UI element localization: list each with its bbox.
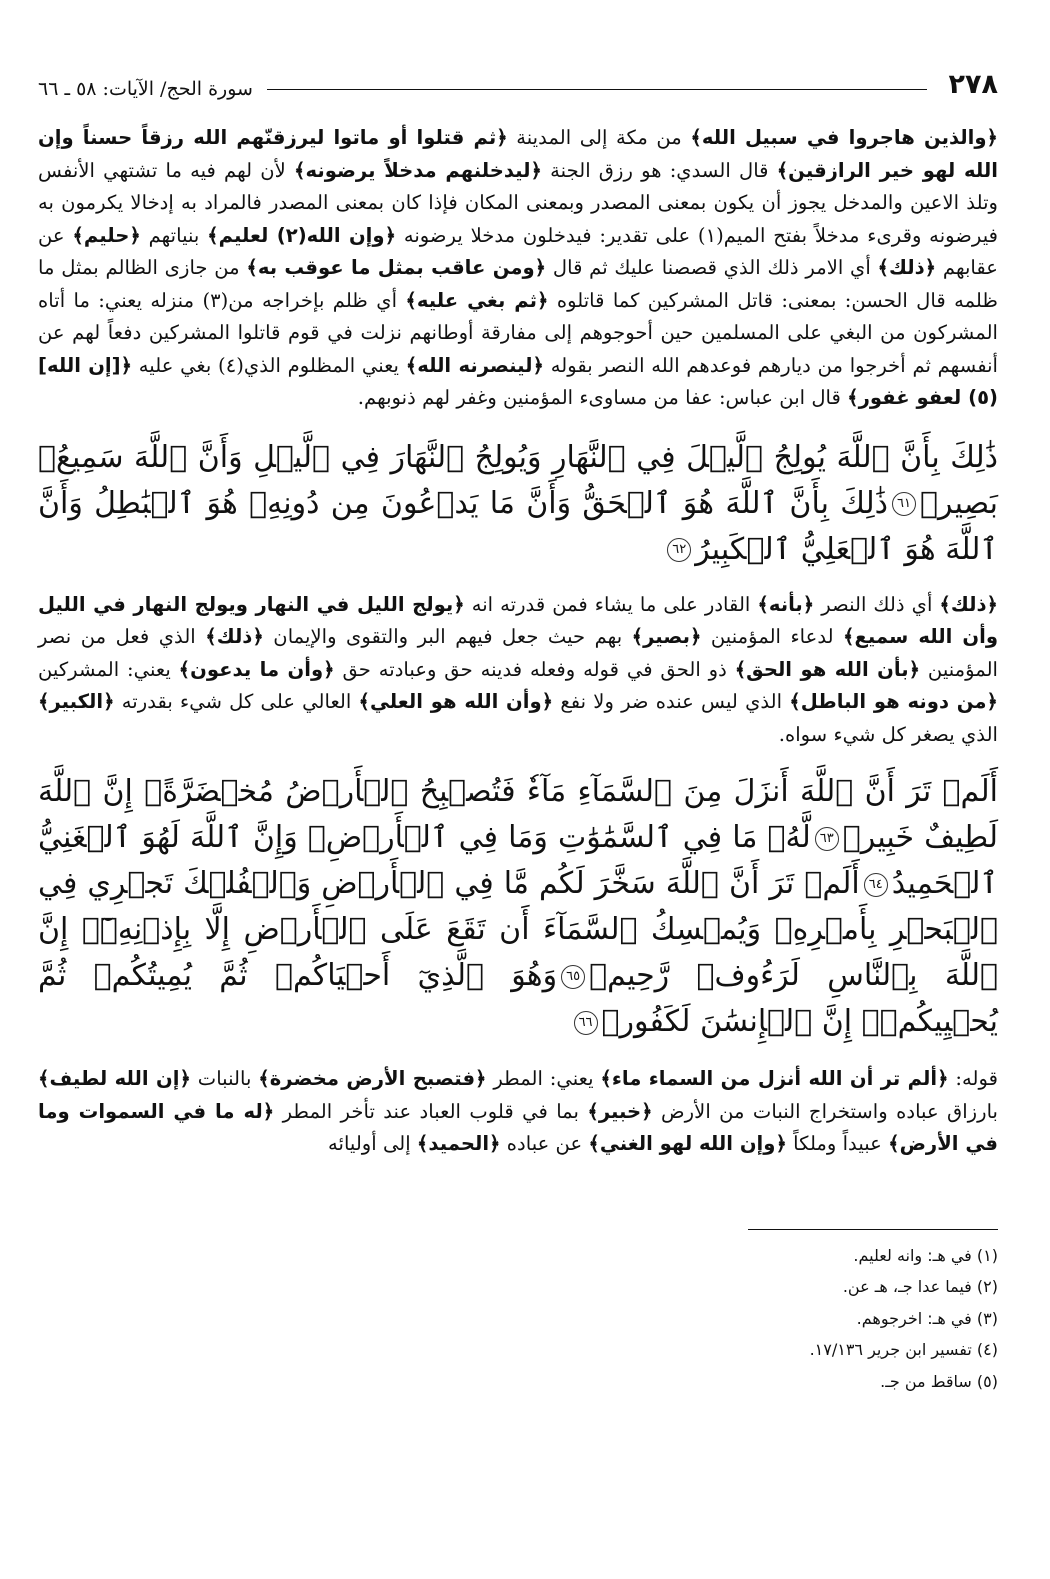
verse-text: أَلَمۡ تَرَ أَنَّ ٱللَّهَ سَخَّرَ لَكُم مَّا فِي ٱلۡأَرۡضِ وَٱلۡفُلۡكَ تَجۡرِي فِي ٱلۡبَحۡرِ بِأَمۡرِهِۦ وَيُمۡسِكُ ٱلسَّمَآءَ أَن تَقَعَ عَلَى ٱلۡأَرۡضِ إِلَّا بِإِذۡنِهِۦٓۚ إِنَّ ٱللَّهَ بِٱلنَّاسِ لَرَءُوفٞ رَّحِيمٞ — [38, 866, 998, 993]
quran-quote: ﴿ألم تر أن الله أنزل من السماء ماء﴾ — [600, 1067, 949, 1090]
commentary-text: عن عباده — [500, 1132, 589, 1155]
commentary-text: أي ظلم بإخراجه من(٣) منزله يعني: ما أتاه المشركون من البغي على المسلمين حين أحوجوهم إلى مفارقة أوطانهم نزلت في قوم قاتلوا المشركين دفعاً لهم عن أنفسهم ثم أخرجوا من ديارهم فوعدهم الله النصر بقوله — [38, 288, 998, 377]
verse-number: ٦٤ — [864, 873, 888, 897]
quran-quote: ﴿وأن الله هو العلي﴾ — [358, 690, 554, 713]
commentary-text: من مكة إلى المدينة — [507, 126, 691, 149]
footnote-4: (٤) تفسير ابن جرير ١٧/١٣٦. — [809, 1340, 998, 1359]
quran-quote: ﴿الحميد﴾ — [416, 1132, 501, 1155]
commentary-text: الذي يصغر كل شيء سواه. — [778, 722, 998, 746]
commentary-text: بهم حيث جعل فيهم البر والتقوى والإيمان — [263, 625, 632, 648]
commentary-text: أي الامر ذلك الذي قصصنا عليك ثم قال — [546, 256, 878, 279]
commentary-text: من جازى الظالم بمثل ما ظلمه قال الحسن: بمعنى: قاتل المشركين كما قاتلوه — [38, 256, 998, 312]
quran-quote: ﴿بصير﴾ — [631, 625, 702, 648]
commentary-text: بالنبات — [190, 1067, 259, 1090]
quran-quote: ﴿والذين هاجروا في سبيل الله﴾ — [690, 126, 998, 149]
quran-quote: ﴿له ما في السموات وما في الأرض﴾ — [38, 1099, 998, 1155]
commentary-text: إلى أوليائه — [328, 1132, 417, 1155]
commentary-paragraph-3 — [38, 1063, 998, 1161]
quran-verses-61-62 — [38, 435, 998, 573]
quran-quote: ﴿الكبير﴾ — [38, 690, 115, 713]
footnote-2: (٢) فيما عدا جـ، هـ عن. — [842, 1277, 998, 1296]
footnotes — [38, 1240, 998, 1398]
verse-number: ٦٣ — [815, 827, 839, 851]
commentary-text: عن عقابهم — [38, 223, 998, 279]
quran-quote: ﴿لينصرنه الله﴾ — [405, 353, 545, 377]
quran-quote: ﴿بأنه﴾ — [757, 592, 815, 616]
footnote-1: (١) في هـ: وانه لعليم. — [853, 1245, 998, 1265]
commentary-text: الذي ليس عنده ضر ولا نفع — [553, 690, 790, 713]
verse-text: أَلَمۡ تَرَ أَنَّ ٱللَّهَ أَنزَلَ مِنَ ٱلسَّمَآءِ مَآءٗ فَتُصۡبِحُ ٱلۡأَرۡضُ مُخۡضَرَّةًۚ إِنَّ ٱللَّهَ لَطِيفٌ خَبِيرٞ — [38, 774, 998, 855]
quran-quote: ﴿حليم﴾ — [72, 223, 141, 247]
quran-quote: ﴿من دونه هو الباطل﴾ — [789, 690, 999, 713]
verse-text: وَهُوَ ٱلَّذِيٓ أَحۡيَاكُمۡ ثُمَّ يُمِيتُكُمۡ ثُمَّ يُحۡيِيكُمۡۗ إِنَّ ٱلۡإِنسَٰنَ لَكَفُورٞ — [38, 958, 998, 1039]
verse-number: ٦٦ — [574, 1011, 598, 1035]
verse-number: ٦٥ — [561, 965, 585, 989]
quran-quote: ﴿[إن الله](٥) لعفو غفور﴾ — [38, 353, 998, 409]
quran-quote: ﴿بأن الله هو الحق﴾ — [734, 657, 921, 681]
quran-quote: ﴿ثم بغي عليه﴾ — [405, 288, 549, 312]
commentary-text: العالي على كل شيء بقدرته — [114, 690, 359, 713]
verse-number: ٦١ — [892, 492, 916, 516]
commentary-text: عبيداً وملكاً — [786, 1132, 889, 1155]
commentary-text: لأن لهم فيه ما تشتهي الأنفس وتلذ الاعين والمدخل يجوز أن يكون بمعنى المصدر وبمعنى المكان فإذا كان بمعنى المصدر فالمراد به إدخالا يكرمون به فيرضونه وقرىء مدخلاً بفتح الميم(١) على تقدير: فيدخلون مدخلا يرضونه — [38, 158, 998, 247]
quran-verses-63-66 — [38, 769, 998, 1045]
commentary-text: قال السدي: هو رزق الجنة — [542, 158, 777, 182]
quran-quote: ﴿إن الله لطيف﴾ — [38, 1067, 191, 1090]
header-rule — [267, 89, 927, 90]
quran-quote: ﴿ليدخلنهم مدخلاً يرضونه﴾ — [293, 158, 542, 182]
commentary-paragraph-1 — [38, 122, 998, 415]
quran-quote: ﴿يولج الليل في النهار ويولج النهار في الليل وأن الله سميع﴾ — [38, 592, 998, 648]
page-number: ٢٧٨ — [948, 69, 998, 100]
commentary-text: القادر على ما يشاء فمن قدرته انه — [464, 592, 758, 616]
commentary-text: الذي فعل من نصر المؤمنين — [38, 625, 998, 681]
surah-title: سورة الحج/ الآيات: ٥٨ ـ ٦٦ — [38, 78, 253, 100]
page-header — [38, 56, 998, 100]
quran-quote: ﴿ذلك﴾ — [877, 256, 937, 279]
commentary-paragraph-2 — [38, 589, 998, 752]
quran-quote: ﴿ثم قتلوا أو ماتوا ليرزقنّهم الله رزقاً حسناً وإن الله لهو خير الرازقين﴾ — [38, 126, 998, 182]
commentary-text: بارزاق عباده واستخراج النبات من الأرض — [652, 1099, 998, 1123]
commentary-text: قوله: — [948, 1067, 998, 1090]
commentary-text: قال ابن عباس: عفا من مساوىء المؤمنين وغفر لهم ذنوبهم. — [357, 386, 848, 409]
commentary-text: بما في قلوب العباد عند تأخر المطر — [274, 1099, 588, 1123]
commentary-text: يعني المظلوم الذي(٤) بغي عليه — [132, 353, 406, 377]
quran-quote: ﴿ذلك﴾ — [205, 625, 264, 648]
commentary-text: ذو الحق في قوله وفعله فدينه حق وعبادته حق — [334, 657, 735, 681]
verse-text: ذَٰلِكَ بِأَنَّ ٱللَّهَ يُولِجُ ٱلَّيۡلَ فِي ٱلنَّهَارِ وَيُولِجُ ٱلنَّهَارَ فِي ٱلَّيۡلِ وَأَنَّ ٱللَّهَ سَمِيعُۢ بَصِيرٞ — [38, 439, 998, 521]
quran-quote: ﴿ومن عاقب بمثل ما عوقب به﴾ — [246, 256, 547, 279]
commentary-text: بنياتهم — [140, 223, 208, 247]
quran-quote: ﴿وأن ما يدعون﴾ — [178, 657, 335, 681]
quran-quote: ﴿وإن الله(٢) لعليم﴾ — [207, 223, 397, 247]
commentary-text: يعني: المشركين — [38, 657, 179, 681]
book-page — [38, 56, 998, 1397]
footnote-5: (٥) ساقط من جـ. — [880, 1371, 998, 1391]
quran-quote: ﴿وإن الله لهو الغني﴾ — [588, 1132, 787, 1155]
verse-number: ٦٢ — [667, 538, 691, 562]
commentary-text: يعني: المطر — [486, 1067, 601, 1090]
quran-quote: ﴿ذلك﴾ — [939, 592, 999, 616]
footnote-3: (٣) في هـ: اخرجوهم. — [856, 1308, 998, 1328]
quran-quote: ﴿فتصبح الأرض مخضرة﴾ — [258, 1067, 487, 1090]
quran-quote: ﴿خبير﴾ — [587, 1099, 653, 1123]
verse-text: ذَٰلِكَ بِأَنَّ ٱللَّهَ هُوَ ٱلۡحَقُّ وَأَنَّ مَا يَدۡعُونَ مِن دُونِهِۦ هُوَ ٱلۡبَٰطِلُ وَأَنَّ ٱللَّهَ هُوَ ٱلۡعَلِيُّ ٱلۡكَبِيرُ — [38, 485, 998, 567]
footnote-separator — [748, 1229, 998, 1230]
verse-text: لَّهُۥ مَا فِي ٱلسَّمَٰوَٰتِ وَمَا فِي ٱلۡأَرۡضِۗ وَإِنَّ ٱللَّهَ لَهُوَ ٱلۡغَنِيُّ ٱلۡحَمِيدُ — [38, 820, 998, 901]
commentary-text: أي ذلك النصر — [814, 592, 940, 616]
commentary-text: لدعاء المؤمنين — [701, 625, 844, 648]
